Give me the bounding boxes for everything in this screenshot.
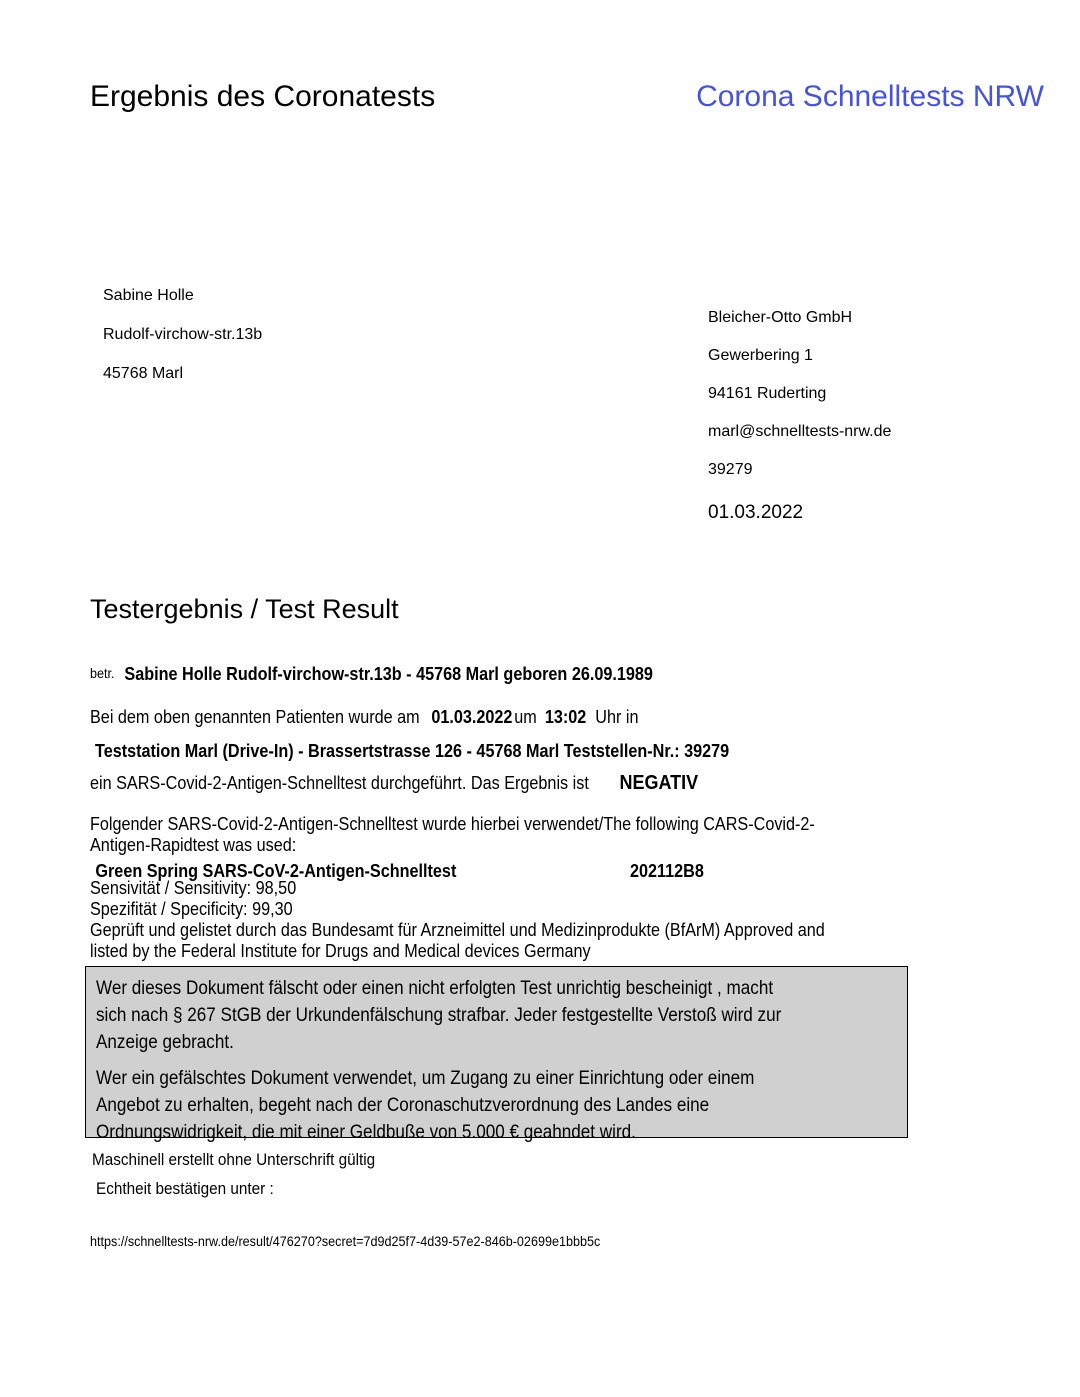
approval-line-2: listed by the Federal Institute for Drugs and Medical devices Germany: [90, 941, 591, 961]
performed-suffix: Uhr in: [595, 707, 639, 727]
performed-prefix: Bei dem oben genannten Patienten wurde am: [90, 707, 420, 727]
issuer-address: [708, 308, 891, 524]
verify-note: Echtheit bestätigen unter :: [96, 1179, 274, 1198]
page-title: Ergebnis des Coronatests: [90, 80, 436, 113]
recipient-address: [103, 286, 262, 403]
document-header: [90, 80, 1044, 114]
recipient-street: Rudolf-virchow-str.13b: [103, 326, 263, 343]
patient-summary: Sabine Holle Rudolf-virchow-str.13b - 45768 Marl geboren 26.09.1989: [124, 664, 653, 684]
sensitivity-line: Sensivität / Sensitivity: 98,50: [90, 878, 297, 898]
warning-paragraph-1-line-1: Wer dieses Dokument fälscht oder einen nicht erfolgten Test unrichtig bescheinigt , macht: [96, 978, 774, 999]
issuer-station-number: 39279: [708, 461, 753, 478]
section-heading: Testergebnis / Test Result: [90, 594, 399, 624]
used-test-intro-line-2: Antigen-Rapidtest was used:: [90, 835, 297, 855]
patient-row: [90, 664, 653, 685]
approval-line-1: Geprüft und gelistet durch das Bundesamt für Arzneimittel und Medizinprodukte (BfArM) Approved and: [90, 920, 825, 940]
warning-box: [85, 966, 908, 1143]
warning-paragraph-2-line-2: Angebot zu erhalten, begeht nach der Coronaschutzverordnung des Landes eine: [96, 1095, 710, 1116]
test-date-value: 01.03.2022: [431, 707, 513, 727]
issuer-street: Gewerbering 1: [708, 347, 813, 364]
test-lot: 202112B8: [630, 861, 704, 881]
issuer-city: 94161 Ruderting: [708, 385, 827, 402]
betr-label: betr.: [90, 665, 115, 681]
test-name: Green Spring SARS-CoV-2-Antigen-Schnelltest: [95, 861, 457, 881]
used-test-intro-line-1: Folgender SARS-Covid-2-Antigen-Schnelltest wurde hierbei verwendet/The following CARS-Covid-2-: [90, 814, 815, 834]
brand-title: Corona Schnelltests NRW: [696, 80, 1044, 113]
test-time-value: 13:02: [544, 707, 587, 727]
issuer-email: marl@schnelltests-nrw.de: [708, 423, 892, 440]
warning-paragraph-gap: [96, 1056, 817, 1065]
test-name-row: [90, 861, 825, 882]
warning-paragraph-1-line-2: sich nach § 267 StGB der Urkundenfälschung strafbar. Jeder festgestellte Verstoß wird zur: [96, 1005, 782, 1026]
verify-url: https://schnelltests-nrw.de/result/476270?secret=7d9d25f7-4d39-57e2-846b-02699e1bbb5c: [90, 1233, 601, 1249]
result-sentence: [90, 772, 698, 794]
machine-note: Maschinell erstellt ohne Unterschrift gültig: [92, 1150, 376, 1169]
specificity-line: Spezifität / Specificity: 99,30: [90, 899, 293, 919]
station-line: Teststation Marl (Drive-In) - Brassertstrasse 126 - 45768 Marl Teststellen-Nr.: 39279: [95, 741, 730, 761]
result-sentence-text: ein SARS-Covid-2-Antigen-Schnelltest durchgeführt. Das Ergebnis ist: [90, 773, 589, 793]
warning-box-text: [96, 975, 817, 1146]
performed-sentence: [90, 706, 638, 728]
issuer-company: Bleicher-Otto GmbH: [708, 309, 853, 326]
warning-paragraph-1-line-3: Anzeige gebracht.: [96, 1032, 234, 1053]
um-label: um: [514, 707, 537, 727]
document-date: 01.03.2022: [708, 502, 804, 523]
recipient-name: Sabine Holle: [103, 287, 194, 304]
recipient-city: 45768 Marl: [103, 365, 184, 382]
warning-paragraph-2-line-3: Ordnungswidrigkeit, die mit einer Geldbuße von 5.000 € geahndet wird.: [96, 1122, 636, 1143]
warning-paragraph-2-line-1: Wer ein gefälschtes Dokument verwendet, um Zugang zu einer Einrichtung oder einem: [96, 1068, 755, 1089]
used-test-block: [90, 814, 825, 962]
result-value: NEGATIV: [619, 772, 699, 794]
